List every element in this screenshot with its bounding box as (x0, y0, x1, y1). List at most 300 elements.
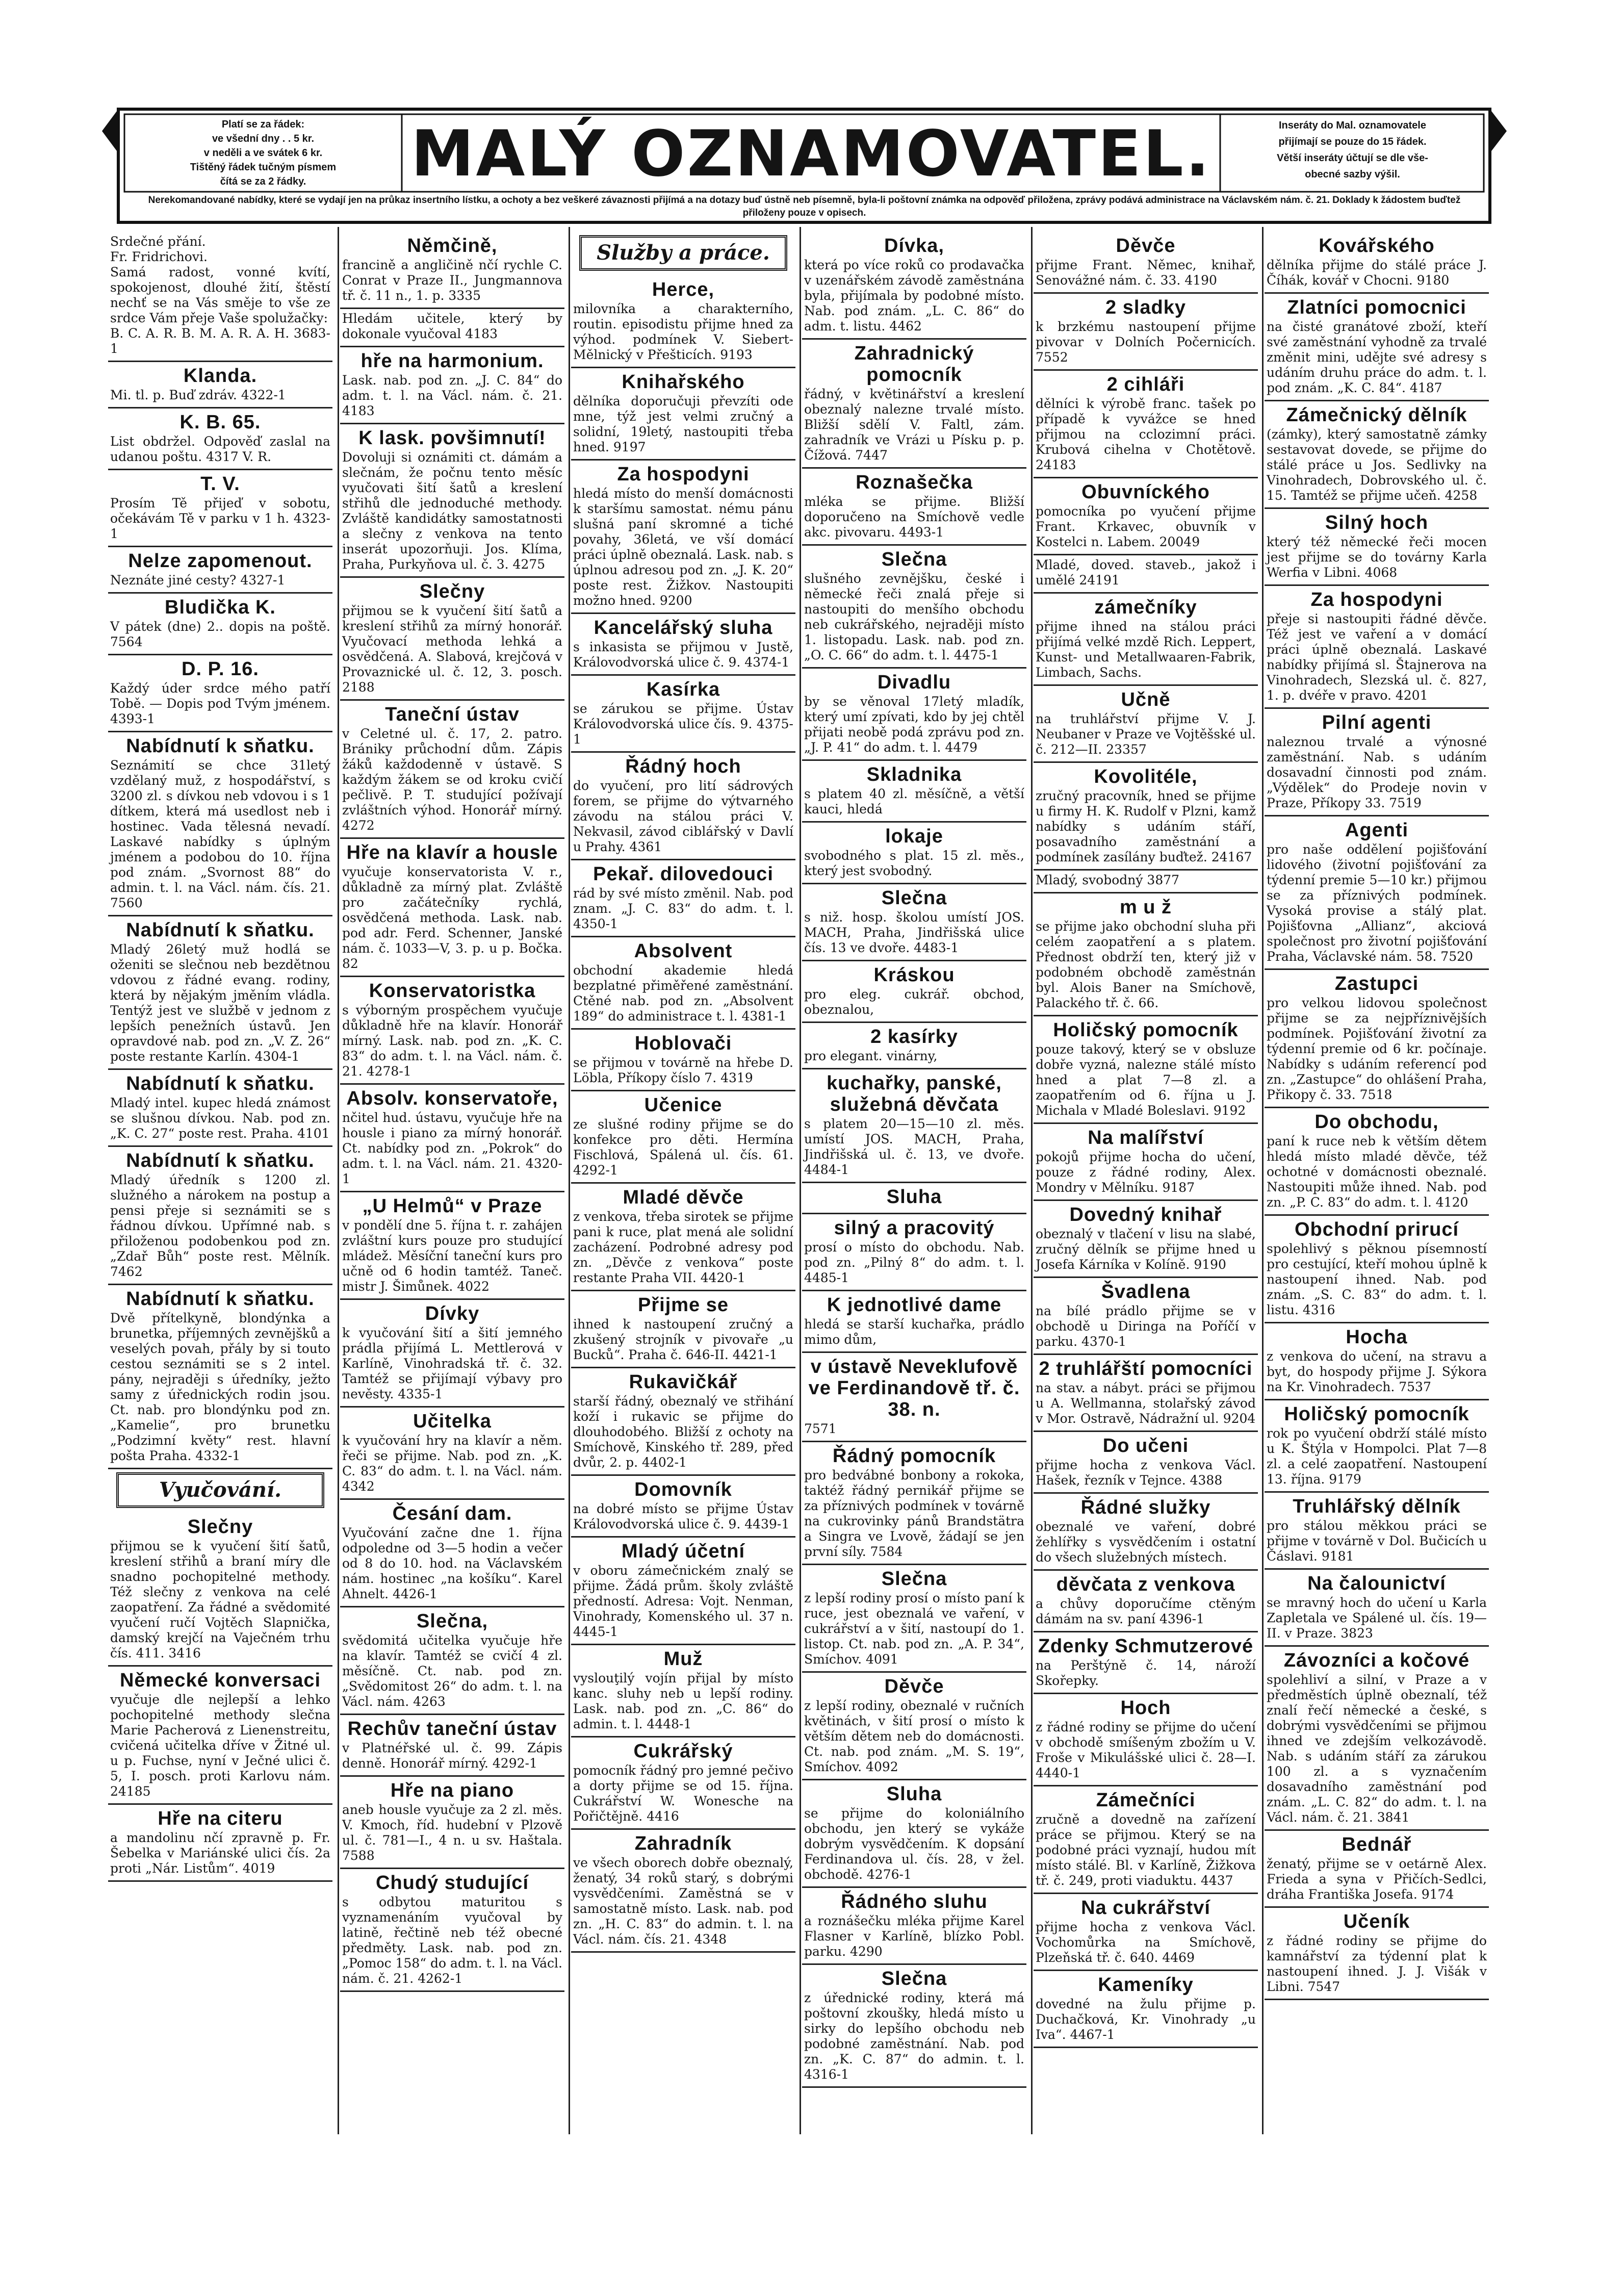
ad-text: zručně a dovedně na zařízení práce se přijmou. Který se na podobné práci vyznají, hudou mít místo stálé. Bl. v Karlíně, Žižkova tř. č. 249, proti viaduktu. 4437 (1036, 1812, 1256, 1888)
ad-heading: Závozníci a kočové (1283, 1650, 1470, 1671)
ad-text: Každý úder srdce mého patří Tobě. — Dopis pod Tvým jménem. 4393-1 (110, 681, 330, 726)
ad-text: s platem 40 zl. měsíčně, a větší kauci, hledá (804, 786, 1024, 816)
ad-text: k brzkému nastoupení přijme pivovar v Dolních Počernicích. 7552 (1036, 319, 1256, 365)
ad-text: francině a angličině nčí rychle C. Conrat v Praze II., Jungmannova tř. č. 11 n., 1. p. 3335 (342, 258, 562, 303)
classified-ad (340, 1192, 564, 1300)
ad-text: mléka se přijme. Bližší doporučeno na Smíchově vedle akc. pivovaru. 4493-1 (804, 494, 1024, 540)
ad-text: ve všech oborech dobře obeznalý, ženatý, 34 roků starý, s dobrými vysvědčeními. Zaměstná se v samostatně místo. Lask. nab. pod zn. „H. C. 83“ do admin. t. l. na Václ. nám. čís. 21. 4348 (573, 1855, 793, 1947)
ad-heading: Taneční ústav (385, 704, 520, 725)
ad-heading: Slečna (881, 1568, 947, 1590)
ad-text: Hledám učitele, který by dokonale vyučoval 4183 (342, 311, 562, 341)
ad-text: v pondělí dne 5. října t. r. zahájen zvláštní kurs pouze pro studující mládež. Měsíční taneční kurs pro učně od 6 hodin tamtéž. Taneč. mistr J. Šimůnek. 4022 (342, 1218, 562, 1294)
ad-heading: Bednář (1342, 1834, 1412, 1855)
ad-text: Dvě přítelkyně, blondýnka a brunetka, příjemných zevnějšků a veselých povah, přály by si touto cestou seznámiti se s 2 intel. pány, nejraději s úředníky, ježto samy z úřednických rodin jsou. Ct. nab. pro blondýnku pod zn. „Kamelie“, pro brunetku „Podzimní květy“ rest. hlavní pošta Praha. 4332-1 (110, 1311, 330, 1463)
ad-text: aneb housle vyučuje za 2 zl. měs. V. Kmoch, říd. hudební v Plzově ul. č. 781—I., 4 n. u sv. Haštala. 7588 (342, 1802, 562, 1863)
ad-heading: Sluha (886, 1783, 942, 1805)
classified-ad (108, 1070, 332, 1147)
ad-heading: Cukrářský (633, 1741, 733, 1762)
ad-heading: 2 kasírky (870, 1026, 958, 1047)
classified-ad (108, 470, 332, 547)
classified-ad (1265, 1647, 1489, 1831)
ad-text: pro bedvábné bonbony a rokoka, taktéž řádný pernikář přijme se za příznivých podmínek v továrně na cukrovinky pánů Brandstätra a Singra ve Lvově, žádají se jen první síly. 7584 (804, 1468, 1024, 1559)
classified-ad (802, 761, 1026, 823)
header-right-line: přijímají se pouze do 15 řádek. (1278, 136, 1427, 147)
classified-ad (340, 1869, 564, 1992)
ad-text: Mladý, svobodný 3877 (1036, 873, 1180, 887)
ad-text: Vyučování začne dne 1. října odpoledne od 3—5 hodin a večer od 8 do 10. hod. na Václavském nám. hostinec „na košíku“. Karel Ahnelt. 4426-1 (342, 1525, 562, 1601)
ad-text: pro stálou měkkou práci se přijme v továrně v Dol. Bučicích u Čáslavi. 9181 (1267, 1518, 1487, 1564)
ad-text: a chůvy doporučíme ctěným dámám na sv. paní 4396-1 (1036, 1596, 1256, 1626)
ad-text: Mladý 26letý muž hodlá se oženiti se slečnou neb bezdětnou vdovou z řádné evang. rodiny, která by nějakým jměním vládla. Tentýž jest ve službě v jednom z lepších penežních ústavů. Jen opravdové nab. pod zn. „V. Z. 26“ poste restante Karlín. 4304-1 (110, 942, 330, 1064)
classified-ad (802, 340, 1026, 469)
ad-heading: Učitelka (413, 1411, 492, 1432)
ad-heading: Slečna (881, 1968, 947, 1989)
ad-heading: 2 cihláři (1106, 374, 1185, 395)
ad-text: vyslouţilý vojín přijal by místo kanc. sluhy neb u lepší rodiny. Lask. nab. pod zn. „C. 86“ do admin. t. l. 4448-1 (573, 1671, 793, 1731)
classified-ad (571, 1184, 795, 1291)
ad-heading: Domovník (634, 1479, 732, 1500)
classified-ad (340, 1085, 564, 1192)
ad-heading: Německé konversaci (119, 1670, 321, 1691)
ad-text: a roznášečku mléka přijme Karel Flasner v Karlíně, blízko Pobl. parku. 4290 (804, 1913, 1024, 1959)
ad-text: ze slušné rodiny přijme se do konfekce pro děti. Hermína Fischlová, Spálená ul. čís. 61. 4292-1 (573, 1117, 793, 1178)
section-title: Vyučování. (116, 1472, 324, 1508)
classified-ad (108, 547, 332, 594)
classified-ad (802, 961, 1026, 1023)
ad-text: která po více roků co prodavačka v uzenářském závodě zaměstnána byla, přijímala by podobné místo. Nab. pod znám. „L. C. 86“ do adm. t. listu. 4462 (804, 258, 1024, 334)
ad-text: přijme ihned na stálou práci přijímá velké mzdě Rich. Leppert, Kunst- und Metallwaaren-Fabrik, Limbach, Sachs. (1036, 619, 1256, 680)
classified-ad (340, 1777, 564, 1869)
ad-heading: Přijme se (638, 1294, 729, 1316)
ad-heading: Němčině, (407, 235, 498, 257)
ad-heading: K lask. povšimnutí! (358, 427, 546, 449)
ad-heading: Na čalounictví (1307, 1573, 1446, 1594)
ad-heading: v ústavě Neveklufově ve Ferdinandově tř. č. 38. n. (808, 1356, 1020, 1420)
classified-ad (340, 309, 564, 347)
ad-heading: Bludička K. (165, 597, 276, 618)
classified-ad (1034, 1971, 1258, 2048)
ad-text: v oboru zámečnickém znalý se přijme. Žádá prům. školy zvláště předností. Adresa: Vojt. Nenman, Vinohrady, Komenského ul. 37 n. 4445-1 (573, 1563, 793, 1639)
classified-ad (1034, 1494, 1258, 1571)
ad-text: prosí o místo do obchodu. Nab. pod zn. „Pilný 8“ do adm. t. l. 4485-1 (804, 1240, 1024, 1285)
ad-heading: Nelze zapomenout. (128, 550, 313, 572)
classified-ad (1034, 763, 1258, 871)
ad-heading: Zámečnický dělník (1286, 404, 1467, 426)
ad-heading: Konservatoristka (369, 980, 536, 1002)
ad-heading: Kovářského (1319, 235, 1435, 257)
ad-heading: K. B. 65. (179, 412, 261, 433)
ad-text: spolehliví a silní, v Praze a v předměstích úplně obeznalí, též znalí řečí německé a české, s dobrými vysvědčeními se přijmou ihned ve zdejším velkozávodě. Nab. s udáním stáří za zárukou 100 zl. a s vyznačením dosavadního zaměstnání pod znám. „L. C. 82“ do adm. t. l. na Václ. nám. č. 21. 3841 (1267, 1672, 1487, 1825)
ad-heading: Pilní agenti (1322, 712, 1432, 733)
ad-text: ihned k nastoupení zručný a zkušený strojník v pivovaře „u Bucků“. Praha č. 646-II. 4421-1 (573, 1317, 793, 1362)
header-left-box (127, 117, 399, 190)
classified-ad (1265, 970, 1489, 1108)
ad-text: na stav. a nábyt. práci se přijmou u A. Wellmanna, stolařský závod v Mor. Ostravě, Nádražní ul. 9204 (1036, 1381, 1256, 1426)
ad-heading: Česání dam. (392, 1503, 512, 1524)
classified-ad (340, 701, 564, 839)
classified-ad (1034, 232, 1258, 294)
ad-heading: Řádný pomocník (832, 1445, 996, 1467)
ad-text: svobodného s plat. 15 zl. měs., který jest svobodný. (804, 848, 1024, 878)
ad-heading: Na cukrářství (1081, 1897, 1210, 1919)
ad-text: Mladé, doved. staveb., jakož i umělé 24191 (1036, 557, 1256, 587)
ad-text: z venkova, třeba sirotek se přijme pani k ruce, plat mená ale solidní zacházení. Podrobné adresy pod zn. „Děvče z venkova“ poste restante Praha VII. 4420-1 (573, 1209, 793, 1285)
classified-ad (802, 1888, 1026, 1965)
classified-ad (108, 1805, 332, 1882)
classified-ad (802, 1183, 1026, 1214)
ad-text: slušného zevnějšku, české i německé řeči znalá přeje si nastoupiti do menšího obchodu neb cukrářského, nejraději místo 1. listopadu. Lask. nab. pod zn. „O. C. 66“ do adm. t. l. 4475-1 (804, 571, 1024, 662)
classified-ad (571, 276, 795, 368)
ad-text: na bílé prádlo přijme se v obchodě u Diringa na Poříčí v parku. 4370-1 (1036, 1304, 1256, 1349)
ad-text: na Perštýně č. 14, nároží Skořepky. (1036, 1658, 1256, 1688)
ad-text: přijme hocha z venkova Václ. Vochomůrka na Smíchově, Plzeňská tř. č. 640. 4469 (1036, 1920, 1256, 1965)
classified-ad (571, 1738, 795, 1830)
ad-column (340, 232, 564, 2134)
classified-ad (1034, 478, 1258, 555)
classified-ad (571, 1830, 795, 1953)
classified-ad (571, 1030, 795, 1091)
ad-heading: Za hospodyni (1310, 589, 1443, 610)
classified-ad (1034, 1571, 1258, 1632)
classified-ad (1034, 1355, 1258, 1432)
ad-text: v Celetné ul. č. 17, 2. patro. Brániky průchodní dům. Zápis žáků každodenně v ústavě. S každým žákem se od kroku cvičí pečlivě. P. T. studující požívají zvláštních výhod. Honorář mírný. 4272 (342, 726, 562, 833)
classified-ad (802, 1780, 1026, 1888)
ad-heading: Hře na piano (390, 1780, 514, 1801)
ad-column (1034, 232, 1258, 2134)
header-right-line: Větší inseráty účtují se dle vše- (1277, 152, 1428, 164)
ad-heading: Za hospodyni (617, 464, 750, 485)
classified-ad (802, 1565, 1026, 1673)
ad-heading: K jednotlivé dame (827, 1294, 1002, 1316)
classified-ad (1034, 555, 1258, 594)
ad-text: hledá místo do menší domácnosti k staršímu samostat. nému pánu slušná paní skromné a tiché povahy, 36letá, ve vší domácí práci úplně obeznalá. Lask. nab. s úplnou adresou pod zn. „J. K. 20“ poste rest. Žižkov. Nastoupiti možno hned. 9200 (573, 486, 793, 608)
ad-heading: Učně (1121, 689, 1171, 710)
ad-heading: Děvče (1116, 235, 1176, 257)
ad-heading: Rukavičkář (629, 1371, 738, 1393)
ad-heading: D. P. 16. (182, 658, 259, 680)
column-rule (800, 227, 801, 2134)
ad-heading: Kasírka (646, 679, 720, 700)
classified-ad (1034, 294, 1258, 371)
classified-ad (1034, 686, 1258, 763)
classified-ad (802, 546, 1026, 669)
ad-heading: Absolvent (634, 940, 733, 962)
ad-heading: T. V. (200, 473, 240, 495)
ad-text: dovedné na žulu přijme p. Duchačková, Kr. Vinohrady „u Iva“. 4467-1 (1036, 1997, 1256, 2042)
ad-heading: Rechův taneční ústav (347, 1718, 557, 1740)
ad-heading: Nabídnutí k sňatku. (126, 735, 315, 757)
ad-heading: 2 sladky (1105, 297, 1186, 318)
ad-text: zručný pracovník, hned se přijme u firmy H. K. Rudolf v Plzni, kamž nabídky s udáním stáří, posavadního zaměstnání a podmínek zasílány buďtež. 24167 (1036, 788, 1256, 864)
ad-text: přijmou se k vyučení šití šatů a kreslení střihů za mírný honorář. Vyučovací methoda lehká a osvědčená. A. Slabová, krejčová v Provaznické ul. č. 12, 3. posch. 2188 (342, 603, 562, 695)
ad-column (802, 232, 1026, 2134)
ad-text: s výborným prospěchem vyučuje důkladně hře na klavír. Honorář mírný. Lask. nab. pod zn. „K. C. 83“ do adm. t. l. na Václ. nám. č. 21. 4278-1 (342, 1003, 562, 1079)
classified-ad (1034, 1016, 1258, 1124)
ad-text: dělníka doporučuji převzíti ode mne, týž jest velmi zručný a solidní, 19letý, nastoupiti třeba hned. 9197 (573, 394, 793, 454)
ad-heading: Zahradník (634, 1833, 732, 1854)
classified-ad (571, 1291, 795, 1368)
ad-text: přijme hocha z venkova Václ. Hašek, řezník v Tejnce. 4388 (1036, 1458, 1256, 1488)
ad-heading: Sluha (886, 1186, 942, 1208)
classified-ad (571, 676, 795, 753)
classified-ad (571, 1091, 795, 1184)
header-right-line: obecné sazby výšil. (1305, 169, 1400, 180)
classified-ad (108, 1513, 332, 1667)
ad-heading: Divadlu (877, 672, 951, 693)
classified-ad (340, 232, 564, 309)
ad-text: paní k ruce neb k větším dětem hledá místo mladé děvče, též ochotné v domácnosti obeznalé. Nastoupiti může ihned. Nab. pod zn. „P. C. 83“ do adm. t. l. 4120 (1267, 1134, 1487, 1210)
ad-text: se přijmou v továrně na hřebe D. Löbla, Příkopy číslo 7. 4319 (573, 1055, 793, 1085)
header-left-line: Platí se za řádek: (221, 119, 305, 130)
classified-ad (1265, 586, 1489, 709)
ad-text: Srdečné přání. Fr. Fridrichovi. Samá radost, vonné kvítí, spokojenost, dlouhé žití, štěstí nechť se na Vás směje to vše ze srdce Vám přeje Vaše spolužačky: B. C. A. R. B. M. A. R. A. H. 3683-1 (110, 234, 330, 356)
ad-text: by se věnoval 17letý mladík, který umí zpívati, kdo by jej chtěl přijati neobě podá zprávu pod zn. „J. P. 41“ do adm. t. l. 4479 (804, 694, 1024, 755)
ad-text: Mladý úředník s 1200 zl. služného a nárokem na postup a pensi přeje si seznámiti se s řádnou dívkou. Upřímné nab. s přiloženou podobenkou pod zn. „Zdař Bůh“ poste rest. Mělník. 7462 (110, 1172, 330, 1279)
ad-text: pro eleg. cukrář. obchod, obeznalou, (804, 987, 1024, 1017)
header-left-line: čítá se za 2 řádky. (220, 176, 306, 187)
ad-text: z řádné rodiny se přijme do učení v obchodě smíšeným zbožím u V. Froše v Mikulášské ulici č. 28—I. 4440-1 (1036, 1720, 1256, 1780)
ad-text: se zárukou se přijme. Ústav Královodvorská ulice čís. 9. 4375-1 (573, 701, 793, 747)
ad-text: Mladý intel. kupec hledá známost se slušnou dívkou. Nab. pod zn. „K. C. 27“ poste rest. Praha. 4101 (110, 1095, 330, 1141)
ad-text: přijme Frant. Němec, knihař, Senovážné nám. č. 33. 4190 (1036, 258, 1256, 288)
classified-ad (571, 461, 795, 614)
ad-text: spolehlivý s pěknou písemností pro cestující, kteří mohou úplně k nastoupení ihned. Nab. pod znám. „S. C. 83“ do adm. t. l. listu. 4316 (1267, 1241, 1487, 1317)
ad-heading: m u ž (1119, 897, 1172, 918)
ad-heading: děvčata z venkova (1056, 1574, 1235, 1595)
ad-text: hledá se starší kuchařka, prádlo mimo dům, (804, 1317, 1024, 1347)
ad-text: vyučuje dle nejlepší a lehko pochopitelné methody slečna Marie Pacherová z Lienenstreitu, cvičená učitelka dříve v Žitné ul. u p. Fuchse, nyní v Ječné ulici č. 5, I. posch. proti Karlovu nám. 24185 (110, 1692, 330, 1799)
classified-ad (1034, 1632, 1258, 1694)
classified-ad (108, 362, 332, 408)
header-left-line: Tištěný řádek tučným písmem (190, 162, 337, 173)
classified-ad (1034, 1124, 1258, 1201)
ad-heading: Holičský pomocník (1053, 1019, 1239, 1041)
ad-heading: Švadlena (1101, 1281, 1191, 1302)
ad-text: přijmou se k vyučení šití šatů, kreslení střihů a braní míry dle snadno pochopitelné methody. Též slečny z venkova na celé zaopatření. Za řádné a svědomité vyučení ručí Vojtěch Slapnička, damský krejčí na Vaječném trhu čís. 411. 3416 (110, 1539, 330, 1660)
classified-ad (571, 1538, 795, 1645)
ad-heading: Kameníky (1098, 1974, 1194, 1996)
ad-text: pomocník řádný pro jemné pečivo a dorty přijme se od 15. října. Cukrářství W. Wonesche na Pořičtějně. 4416 (573, 1763, 793, 1824)
ad-heading: Hocha (1346, 1326, 1408, 1348)
ad-heading: Dívky (425, 1303, 480, 1324)
ad-text: Neznáte jiné cesty? 4327-1 (110, 573, 286, 587)
classified-ad (340, 1300, 564, 1408)
classified-ad (1265, 1323, 1489, 1400)
ad-heading: Nabídnutí k sňatku. (126, 1150, 315, 1171)
ad-text: nčitel hud. ústavu, vyučuje hře na housle i piano za mírný honorář. Ct. nabídky pod zn. „Pokrok“ do adm. t. l. na Václ. nám. 21. 4320-1 (342, 1110, 562, 1186)
ad-heading: Dovedný knihař (1069, 1204, 1222, 1225)
classified-ad (108, 594, 332, 655)
classified-ad (1265, 1400, 1489, 1493)
ad-heading: 2 truhlářští pomocníci (1039, 1358, 1253, 1379)
ad-text: k vyučování hry na klavír a něm. řeči se přijme. Nab. pod zn. „K. C. 83“ do adm. t. l. na Václ. nám. 4342 (342, 1433, 562, 1494)
ad-heading: Řádné služky (1080, 1497, 1211, 1518)
classified-ad (1265, 1831, 1489, 1908)
ad-heading: Kovolitéle, (1094, 766, 1198, 787)
ad-text: z řádné rodiny se přijme do kamnářství za týdenní plat k nastoupení ihned. J. J. Višák v Libni. 7547 (1267, 1933, 1487, 1994)
classified-ad (802, 1291, 1026, 1353)
ad-heading: Zlatníci pomocnici (1287, 297, 1466, 318)
ad-heading: Hře na citeru (158, 1808, 283, 1829)
ad-heading: Slečna (881, 549, 947, 570)
classified-ad (802, 232, 1026, 340)
ad-heading: Zahradnický pomocník (854, 343, 974, 386)
classified-ad (340, 1607, 564, 1715)
ad-heading: Nabídnutí k sňatku. (126, 919, 315, 941)
ad-heading: Klanda. (183, 365, 257, 387)
classified-ad (571, 860, 795, 937)
ad-heading: Agenti (1345, 820, 1409, 841)
classified-ad (1265, 1493, 1489, 1570)
ad-text: se přijme jako obchodní sluha při celém zaopatření a s platem. Přednost obdrží ten, který již v podobném obchodě zaměstnán byl. Alois Baner na Smíchově, Palackého tř. č. 66. (1036, 919, 1256, 1010)
classified-ad (571, 368, 795, 461)
ad-heading: Řádný hoch (625, 756, 741, 777)
classified-ad (571, 937, 795, 1030)
ad-heading: Nabídnutí k sňatku. (126, 1073, 315, 1094)
ad-text: na truhlářství přijme V. J. Neubaner v Praze ve Vojtěšské ul. č. 212—II. 23357 (1036, 711, 1256, 757)
ad-heading: Dívka, (884, 235, 944, 257)
ad-text: a mandolinu nčí zpravně p. Fr. Šebelka v Mariánské ulici čís. 2a proti „Nár. Listům“. 4019 (110, 1830, 330, 1876)
classified-ad (340, 1500, 564, 1607)
classified-ad (1265, 294, 1489, 401)
ad-text: pokojů přijme hocha do učení, pouze z řádné rodiny, Alex. Mondry v Mělníku. 9187 (1036, 1149, 1256, 1195)
ad-text: s platem 20—15—10 zl. měs. umístí JOS. MACH, Praha, Jindřišská ul. č. 13, ve dvoře. 4484-1 (804, 1116, 1024, 1177)
ad-text: obchodní akademie hledá bezplatné přiměřené zaměstnání. Ctěné nab. pod zn. „Absolvent 189“ do administrace t. l. 4381-1 (573, 963, 793, 1024)
ad-text: svědomitá učitelka vyučuje hře na klavír. Tamtéž se cvičí 4 zl. měsíčně. Ct. nab. pod zn. „Svědomitost 26“ do adm. t. l. na Václ. nám. 4263 (342, 1633, 562, 1709)
ad-text: starší řádný, obeznalý ve střihání koží i rukavic se přijme do dlouhodobého. Bližší z ochoty na Smíchově, Kinského tř. 289, před dvůr, 2. p. 4402-1 (573, 1394, 793, 1470)
ad-heading: Učeník (1343, 1911, 1410, 1932)
classified-ad (802, 1214, 1026, 1291)
classified-ad (1265, 1570, 1489, 1647)
classified-ad (340, 1715, 564, 1777)
ad-heading: Kancelářský sluha (594, 617, 773, 638)
classified-ad (802, 1023, 1026, 1069)
ad-text: 7571 (804, 1421, 837, 1436)
header-right-line: Inseráty do Mal. oznamovatele (1279, 120, 1426, 131)
ad-text: pro elegant. vinárny, (804, 1049, 938, 1063)
ad-heading: lokaje (885, 826, 943, 847)
ad-text: rád by své místo změnil. Nab. pod znam. „J. C. 83“ do adm. t. l. 4350-1 (573, 886, 793, 931)
classified-ad (108, 1285, 332, 1469)
ad-heading: Obchodní prirucí (1294, 1219, 1459, 1240)
classified-ad (1265, 1216, 1489, 1323)
ad-column (108, 232, 332, 2134)
ad-text: (zámky), který samostatně zámky sestavovat dovede, se přijme do stálé práce u Jos. Sedlivky na Vinohradech, Dobrovského ul. č. 15. Tamtéž se přijme učeň. 4258 (1267, 427, 1487, 503)
ad-heading: Slečna (881, 887, 947, 909)
classified-ad (1034, 1786, 1258, 1894)
classified-ad (802, 1673, 1026, 1780)
ad-text: do vyučení, pro lití sádrových forem, se přijme do výtvarného závodu na stálou práci V. Nekvasil, závod ciblářský v Davlí u Prahy. 4361 (573, 778, 793, 854)
ad-heading: Knihařského (622, 371, 745, 393)
classified-ad (1265, 401, 1489, 509)
classified-ad (1265, 1908, 1489, 2000)
ad-heading: Pekař. dilovedouci (593, 863, 774, 885)
classified-ad (802, 469, 1026, 546)
ad-heading: zámečníky (1094, 597, 1197, 618)
classified-ad (108, 232, 332, 362)
header-notice: Nerekomandované nabídky, které se vydají jen na průkaz insertního lístku, a ochoty a bez veškeré závaznosti přijímá a na dotazy buď ústně neb písemně, byla-li poštovní známka na odpověď přiložena, zprávy podává administrace na Václavském nám. č. 21. Doklady k žádostem buďtež přiloženy pouze v opisech. (148, 195, 1461, 218)
ad-text: pomocníka po vyučení přijme Frant. Krkavec, obuvník v Kostelci n. Labem. 20049 (1036, 504, 1256, 549)
ad-text: pro velkou lidovou společnost přijme se za nejpříznivějších podmínek. Pojišťování životní za týdenní premie od 6 kr. počínaje. Nabídky s udáním referencí pod zn. „Zastupce“ do ohlášení Praha, Přikopy č. 33. 7518 (1267, 995, 1487, 1102)
ad-text: na čisté granátové zboží, kteří své zaměstnání vyhodně za trvalé změnit mini, udějte své adresy s udáním druhu práce do adm. t. l. pod znám. „K. C. 84“. 4187 (1267, 319, 1487, 395)
classified-ad (1034, 1894, 1258, 1971)
ad-text: s odbytou maturitou s vyznamenáním vyučoval by latině, řečtině neb též obecné předměty. Lask. nab. pod zn. „Pomoc 158“ do adm. t. l. na Václ. nám. č. 21. 4262-1 (342, 1895, 562, 1986)
ad-heading: Nabídnutí k sňatku. (126, 1288, 315, 1310)
ad-text: z úřednické rodiny, která má poštovní zkoušky, hledá místo u sirky do lepšího obchodu neb podobné zaměstnání. Nab. pod zn. „K. C. 87“ do admin. t. l. 4316-1 (804, 1990, 1024, 2082)
ad-text: V pátek (dne) 2.. dopis na poště. 7564 (110, 619, 330, 649)
ad-heading: Herce, (652, 279, 715, 300)
classified-ad (108, 732, 332, 916)
classified-ad (340, 578, 564, 701)
classified-ad (802, 1353, 1026, 1442)
ad-text: Prosím Tě přijeď v sobotu, očekávám Tě v parku v 1 h. 4323-1 (110, 496, 330, 541)
classified-ad (571, 753, 795, 860)
ad-text: z lepší rodiny, obeznalé v ručních květinách, v šití prosí o místo k větším dětem neb do domácnosti. Ct. nab. pod znám. „M. S. 19“, Smíchov. 4092 (804, 1698, 1024, 1774)
classified-ad (1034, 871, 1258, 893)
ad-heading: Roznašečka (856, 472, 973, 493)
classified-ad (108, 1667, 332, 1805)
classified-ad (340, 347, 564, 424)
ad-heading: Hře na klavír a housle (346, 842, 558, 863)
classified-ad (802, 823, 1026, 884)
ad-text: ženatý, přijme se v oetárně Alex. Frieda a syna v Přičích-Sedlci, dráha Františka Josefa. 9174 (1267, 1856, 1487, 1902)
ad-column (571, 232, 795, 2134)
ad-text: na dobré místo se přijme Ústav Královodvorská ulice č. 9. 4439-1 (573, 1501, 793, 1531)
ad-heading: kuchařky, panské, služebná děvčata (827, 1072, 1002, 1115)
ad-text: Mi. tl. p. Buď zdráv. 4322-1 (110, 388, 286, 402)
classified-ad (802, 884, 1026, 961)
ad-heading: Kráskou (873, 964, 955, 986)
ad-heading: Zdenky Schmutzerové (1038, 1636, 1254, 1657)
ad-text: Dovoluji si oznámiti ct. dámám a slečnám, že počnu tento měsíc vyučovati šití šatů a kreslení střihů dle jednoduché methody. Zvláště kandidátky samostatnosti a slečny z venkova na tento inserát upozorňuji. Jos. Klíma, Praha, Purkyňova ul. č. 3. 4275 (342, 450, 562, 572)
page-title: MALÝ OZNAMOVATEL. (411, 117, 1211, 191)
classified-ad (1034, 1278, 1258, 1355)
ad-heading: Do obchodu, (1314, 1111, 1439, 1133)
ad-text: Seznámití se chce 31letý vzdělaný muž, z hospodářství, s 3200 zl. s dívkou neb vdovou i s 1 dítkem, která má usedlost neb i hostinec. Vada tělesná nevadí. Laskavé nabídky s úplným jménem a podobou do 10. října pod znám. „Svornost 88“ do admin. t. l. na Václ. nám. čís. 21. 7560 (110, 758, 330, 910)
column-rule (338, 227, 339, 2134)
ad-column (1265, 232, 1489, 2134)
ad-heading: hře na harmonium. (360, 350, 544, 372)
classified-ad (802, 1965, 1026, 2088)
ad-heading: silný a pracovitý (834, 1217, 995, 1239)
column-rule (1262, 227, 1264, 2134)
header-left-line: ve všední dny . . 5 kr. (212, 133, 315, 144)
classified-ad (1034, 594, 1258, 686)
ad-text: pouze takový, který se v obsluze dobře vyzná, nalezne stálé místo hned a plat 7—8 zl. a zaopatřením od 6. října u J. Michala v Mladé Boleslavi. 9192 (1036, 1042, 1256, 1118)
ad-heading: Slečny (419, 581, 485, 602)
ad-heading: Na malířství (1088, 1127, 1204, 1148)
ad-text: z venkova do učení, na stravu a byt, do hospody přijme J. Sýkora na Kr. Vinohradech. 7537 (1267, 1349, 1487, 1394)
ad-heading: Hoblovači (634, 1033, 732, 1054)
classified-ad (1265, 509, 1489, 586)
classified-ad (1265, 232, 1489, 294)
ad-heading: Obuvníckého (1081, 481, 1210, 503)
classified-ad (571, 614, 795, 676)
classified-ad (1265, 816, 1489, 970)
ad-heading: Slečna, (416, 1611, 488, 1632)
ad-text: naleznou trvalé a výnosné zaměstnání. Nab. s udáním dosavadní činnosti pod znám. „Výdělek“ do Prodeje novin v Praze, Příkopy 33. 7519 (1267, 734, 1487, 810)
column-rule (569, 227, 570, 2134)
ad-heading: Holičský pomocník (1284, 1403, 1470, 1425)
ad-text: Lask. nab. pod zn. „J. C. 84“ do adm. t. l. na Václ. nám. č. 21. 4183 (342, 373, 562, 418)
classified-ad (108, 408, 332, 470)
ad-heading: Slečny (187, 1516, 253, 1538)
ad-heading: Učenice (644, 1094, 723, 1116)
ad-text: v Platnéřské ul. č. 99. Zápis denně. Honorář mírný. 4292-1 (342, 1741, 562, 1771)
ad-heading: Do učeni (1102, 1435, 1189, 1457)
classified-ad (802, 1069, 1026, 1183)
ad-heading: Zastupci (1334, 973, 1419, 994)
